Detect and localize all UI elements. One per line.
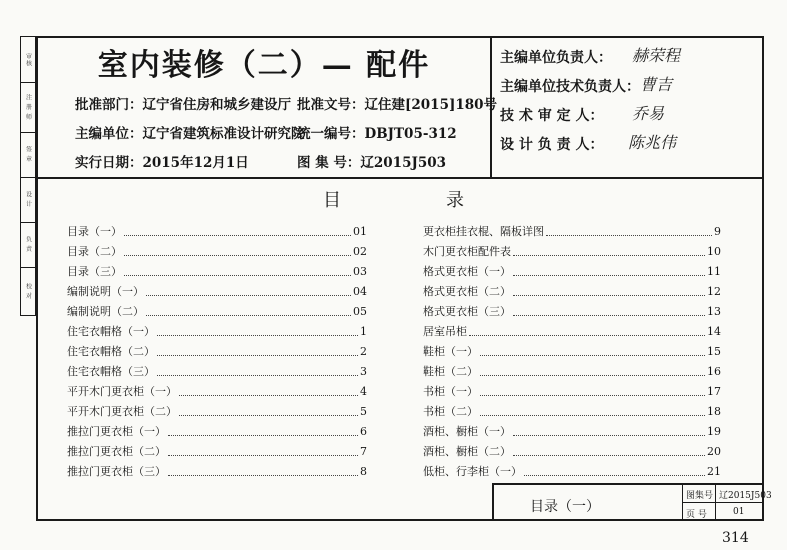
toc-entry[interactable] [423,401,721,421]
strip-cell: 注 册 师 [21,82,35,133]
toc-leader-dots [124,246,351,256]
toc-entry-label: 编制说明（二） [67,305,144,318]
chief-unit: 主编单位：辽宁省建筑标准设计研究院 [75,126,305,142]
approval-dept: 批准部门：辽宁省住房和城乡建设厅 [75,97,291,113]
toc-leader-dots [157,346,358,356]
toc-leader-dots [168,466,358,476]
atlas-value: 辽2015J503 [719,491,772,501]
toc-entry-label: 平开木门更衣柜（一） [67,385,177,398]
toc-entry-label: 住宅衣帽格（二） [67,345,155,358]
titleblock-left-rule [492,483,494,521]
signature: 赫荣程 [632,46,681,65]
toc-entry[interactable] [423,341,721,361]
toc-leader-dots [524,466,705,476]
toc-entry[interactable] [423,381,721,401]
toc-entry[interactable] [67,301,367,321]
toc-entry-page: 8 [360,464,367,478]
toc-entry[interactable] [67,261,367,281]
unified-code: 统一编号：DBJT05-312 [297,126,457,142]
toc-entry[interactable] [423,421,721,441]
toc-entry[interactable] [423,461,721,481]
page-title: 室内装修（二）— 配件 [97,48,431,83]
toc-entry-label: 鞋柜（一） [423,345,478,358]
toc-entry-page: 12 [707,284,721,298]
toc-entry-page: 04 [353,284,367,298]
toc-entry[interactable] [423,301,721,321]
toc-leader-dots [513,306,705,316]
toc-entry[interactable] [423,221,721,241]
signature: 曹吉 [640,75,673,94]
header-bottom-rule [36,177,764,179]
toc-entry-label: 目录（一） [67,225,122,238]
toc-entry[interactable] [423,321,721,341]
page-label: 页 号 [686,510,707,520]
strip-cell: 签 章 [21,132,35,178]
toc-entry-page: 18 [707,404,721,418]
toc-entry[interactable] [67,221,367,241]
toc-entry[interactable] [67,441,367,461]
signoff-role: 主编单位负责人： [500,50,612,66]
toc-entry[interactable] [67,381,367,401]
signature: 乔易 [632,104,665,123]
toc-leader-dots [157,366,358,376]
left-signoff-strip [20,36,36,316]
toc-entry-page: 5 [360,404,367,418]
toc-entry-label: 更衣柜挂衣棍、隔板详图 [423,225,544,238]
toc-leader-dots [513,266,705,276]
strip-cell: 负 责 [21,222,35,268]
page-number: 314 [722,530,749,546]
toc-leader-dots [513,426,705,436]
toc-entry-label: 格式更衣柜（三） [423,305,511,318]
toc-leader-dots [168,426,358,436]
toc-entry-label: 书柜（一） [423,385,478,398]
toc-entry-page: 21 [707,464,721,478]
toc-entry-label: 推拉门更衣柜（一） [67,425,166,438]
toc-entry-label: 木门更衣柜配件表 [423,245,511,258]
toc-leader-dots [480,346,705,356]
toc-leader-dots [480,406,705,416]
titleblock-top-rule [492,483,764,485]
toc-entry-page: 3 [360,364,367,378]
sheet-title: 目录（一） [530,499,600,515]
toc-entry-label: 目录（三） [67,265,122,278]
toc-leader-dots [124,266,351,276]
toc-entry[interactable] [67,421,367,441]
atlas-number: 图 集 号：辽2015J503 [297,155,447,171]
toc-entry-page: 10 [707,244,721,258]
toc-entry-label: 目录（二） [67,245,122,258]
signoff-role: 设 计 负 责 人： [500,137,604,153]
toc-entry[interactable] [67,341,367,361]
toc-leader-dots [146,286,351,296]
toc-heading-left: 目 [323,190,341,211]
toc-entry-label: 住宅衣帽格（三） [67,365,155,378]
signoff-role: 技 术 审 定 人： [500,108,604,124]
effective-date: 实行日期：2015年12月1日 [75,155,249,171]
atlas-label: 图集号 [686,491,714,501]
approval-doc: 批准文号：辽住建[2015]180号 [297,97,498,113]
toc-entry-page: 16 [707,364,721,378]
toc-heading-right: 录 [446,190,464,211]
toc-entry[interactable] [423,361,721,381]
signature: 陈兆伟 [628,133,677,152]
toc-leader-dots [480,386,705,396]
toc-leader-dots [146,306,351,316]
toc-entry-page: 9 [714,224,721,238]
strip-cell: 校 对 [24,282,32,300]
toc-leader-dots [179,406,358,416]
toc-entry-label: 书柜（二） [423,405,478,418]
strip-cell: 设 计 [21,177,35,223]
toc-entry-label: 推拉门更衣柜（二） [67,445,166,458]
toc-entry-page: 19 [707,424,721,438]
toc-leader-dots [546,226,712,236]
toc-entry-label: 编制说明（一） [67,285,144,298]
toc-entry-page: 20 [707,444,721,458]
toc-entry-page: 6 [360,424,367,438]
toc-entry[interactable] [67,321,367,341]
toc-entry-label: 平开木门更衣柜（二） [67,405,177,418]
toc-entry-page: 2 [360,344,367,358]
toc-entry-page: 17 [707,384,721,398]
toc-leader-dots [124,226,351,236]
signoff-role: 主编单位技术负责人： [500,79,640,95]
toc-entry-label: 住宅衣帽格（一） [67,325,155,338]
toc-entry[interactable] [423,241,721,261]
strip-cell: 审核 [21,37,35,83]
toc-leader-dots [513,246,705,256]
toc-entry-page: 05 [353,304,367,318]
toc-entry-page: 7 [360,444,367,458]
toc-leader-dots [480,366,705,376]
toc-entry-page: 15 [707,344,721,358]
toc-entry-label: 居室吊柜 [423,325,467,338]
toc-entry[interactable] [67,281,367,301]
toc-entry[interactable] [67,361,367,381]
toc-entry-label: 鞋柜（二） [423,365,478,378]
toc-entry-label: 格式更衣柜（一） [423,265,511,278]
toc-entry[interactable] [423,281,721,301]
toc-entry-label: 推拉门更衣柜（三） [67,465,166,478]
toc-entry-label: 格式更衣柜（二） [423,285,511,298]
toc-leader-dots [168,446,358,456]
page-value: 01 [733,507,745,517]
toc-entry-page: 02 [353,244,367,258]
toc-entry-page: 14 [707,324,721,338]
toc-leader-dots [469,326,705,336]
toc-entry-page: 13 [707,304,721,318]
toc-leader-dots [157,326,358,336]
toc-entry-label: 低柜、行李柜（一） [423,465,522,478]
toc-entry-page: 1 [360,324,367,338]
toc-entry[interactable] [67,461,367,481]
toc-entry[interactable] [67,401,367,421]
toc-leader-dots [513,286,705,296]
toc-entry[interactable] [423,441,721,461]
toc-entry[interactable] [423,261,721,281]
toc-leader-dots [513,446,705,456]
toc-entry-page: 03 [353,264,367,278]
toc-entry[interactable] [67,241,367,261]
toc-entry-label: 酒柜、橱柜（二） [423,445,511,458]
toc-entry-page: 11 [707,264,721,278]
toc-entry-label: 酒柜、橱柜（一） [423,425,511,438]
toc-entry-page: 4 [360,384,367,398]
toc-entry-page: 01 [353,224,367,238]
titleblock-mid-rule [682,502,764,503]
toc-leader-dots [179,386,358,396]
